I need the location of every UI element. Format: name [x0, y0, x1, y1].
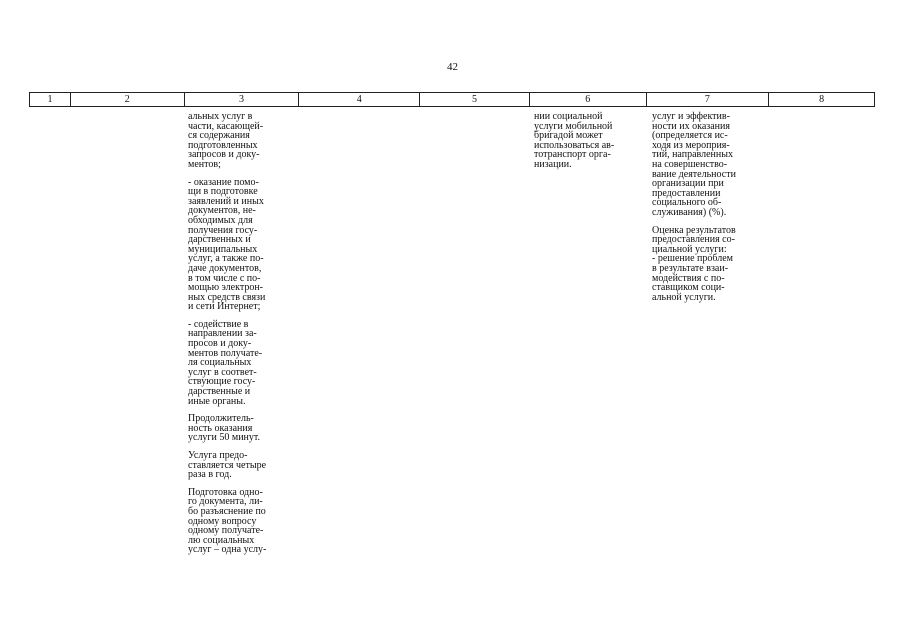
header-cell-5: 5	[420, 93, 530, 106]
col3-paragraph: Подготовка одно- го документа, ли- бо разъяснение по одному вопросу одному получате- лю социальных услуг – одна услу-	[188, 486, 267, 556]
col7-paragraph: услуг и эффектив- ности их оказания (определяется ис- ходя из мероприя- тий, направленных на совершенство- вание деятельности организации при предоставлении социального об- служивания) (%).	[652, 111, 736, 218]
header-cell-8: 8	[819, 94, 825, 105]
header-cell-1: 1	[30, 93, 71, 106]
col3-paragraph: - оказание помо- щи в подготовке заявлений и иных документов, не- обходимых для получения госу- дарственных и муниципальных услуг, а также по- даче документов, в том числе с по- мощью электрон- ных средств связи и сети Интернет;	[188, 176, 266, 313]
column-3-content	[188, 112, 294, 563]
table-header-row	[29, 92, 875, 107]
col3-paragraph: - содействие в направлении за- просов и доку- ментов получате- ля социальных услуг в соответ- ствующие госу- дарственные и иные органы.	[188, 318, 263, 407]
page-number: 42	[447, 61, 458, 73]
header-cell-6: 6	[530, 93, 647, 106]
column-6-content	[534, 112, 642, 178]
header-cell-7: 7	[647, 93, 770, 106]
col3-paragraph: Услуга предо- ставляется четыре раза в год.	[188, 450, 267, 481]
col3-paragraph: Продолжитель- ность оказания услуги 50 минут.	[188, 413, 261, 444]
header-cell-4: 4	[299, 93, 420, 106]
header-cell-2: 2	[71, 93, 185, 106]
col3-paragraph: альных услуг в части, касающей- ся содержания подготовленных запросов и доку- ментов;	[188, 111, 264, 170]
column-7-content	[652, 112, 764, 310]
col7-paragraph: Оценка результатов предоставления со- циальной услуги: - решение проблем в результате взаи- модействия с по- ставщиком соци- альной услуги.	[652, 224, 736, 303]
col6-paragraph: нии социальной услуги мобильной бригадой может использоваться ав- тотранспорт орга- низации.	[534, 111, 615, 170]
header-cell-3: 3	[185, 93, 300, 106]
